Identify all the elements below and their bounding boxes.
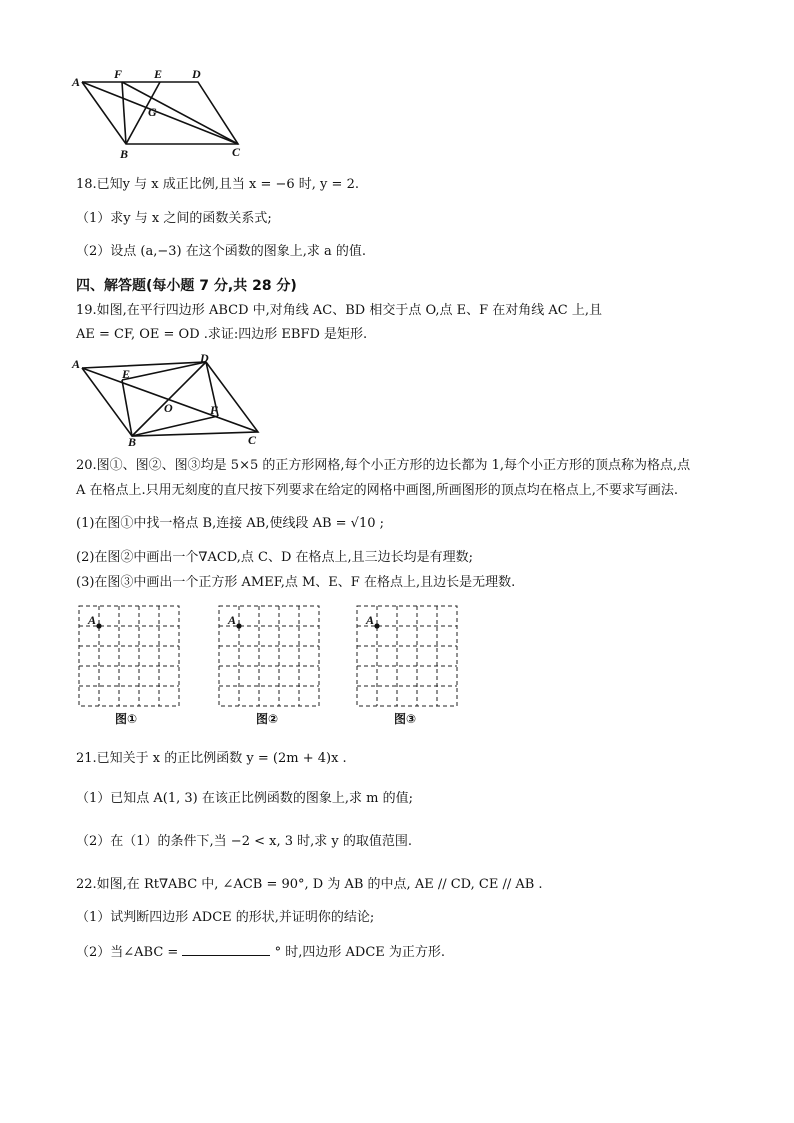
label-E: E	[122, 367, 131, 381]
q18-part2: （2）设点 (a,−3) 在这个函数的图象上,求 a 的值.	[76, 244, 367, 259]
q20-text: 20.图①、图②、图③均是 5×5 的正方形网格,每个小正方形的边长都为 1,每个小正方形的顶点称为格点,点	[76, 458, 691, 473]
q22-part2	[76, 943, 445, 962]
caption-figure-3: 图③	[394, 712, 417, 726]
q20-part1: (1)在图①中找一格点 B,连接 AB,使线段 AB = √10 ;	[76, 516, 385, 531]
q21-part1: （1）已知点 A(1, 3) 在该正比例函数的图象上,求 m 的值;	[76, 791, 413, 806]
figure-parallelogram-q17	[70, 66, 250, 166]
label-B: B	[120, 147, 129, 161]
label-F: F	[114, 67, 123, 81]
q20-part2: (2)在图②中画出一个∇ACD,点 C、D 在格点上,且三边长均是有理数;	[76, 550, 474, 565]
label-B: B	[128, 435, 137, 448]
q21-text: 21.已知关于 x 的正比例函数 y = (2m + 4)x .	[76, 751, 347, 766]
grid-point-A: A	[88, 613, 97, 627]
q20-part3: (3)在图③中画出一个正方形 AMEF,点 M、E、F 在格点上,且边长是无理数.	[76, 575, 516, 590]
q19-text-cont: AE = CF, OE = OD .求证:四边形 EBFD 是矩形.	[76, 327, 368, 342]
label-E: E	[154, 67, 163, 81]
label-A: A	[72, 357, 81, 371]
section-4-heading: 四、解答题(每小题 7 分,共 28 分)	[76, 278, 297, 294]
grid-point-A: A	[228, 613, 237, 627]
q19-text: 19.如图,在平行四边形 ABCD 中,对角线 AC、BD 相交于点 O,点 E、F 在对角线 AC 上,且	[76, 303, 602, 318]
q18-part1: （1）求y 与 x 之间的函数关系式;	[76, 211, 272, 226]
label-O: O	[164, 401, 173, 415]
answer-blank[interactable]	[182, 943, 270, 956]
label-G: G	[148, 105, 157, 119]
q18-text: 18.已知y 与 x 成正比例,且当 x = −6 时, y = 2.	[76, 177, 359, 192]
label-A: A	[72, 75, 81, 89]
label-D: D	[200, 352, 209, 365]
caption-figure-1: 图①	[115, 712, 138, 726]
q22-part2-suffix: ° 时,四边形 ADCE 为正方形.	[274, 945, 446, 960]
q22-text: 22.如图,在 Rt∇ABC 中, ∠ACB = 90°, D 为 AB 的中点, AE // CD, CE // AB .	[76, 877, 543, 892]
label-D: D	[192, 67, 201, 81]
q20-text-cont: A 在格点上.只用无刻度的直尺按下列要求在给定的网格中画图,所画图形的顶点均在格点上,不要求写画法.	[76, 483, 679, 498]
label-C: C	[248, 433, 257, 447]
q22-part1: （1）试判断四边形 ADCE 的形状,并证明你的结论;	[76, 910, 375, 925]
caption-figure-2: 图②	[256, 712, 279, 726]
q21-part2: （2）在（1）的条件下,当 −2 < x, 3 时,求 y 的取值范围.	[76, 834, 413, 849]
figure-parallelogram-q19	[70, 352, 270, 448]
label-F: F	[210, 403, 219, 417]
q22-part2-prefix: （2）当∠ABC =	[76, 945, 179, 960]
label-C: C	[232, 145, 241, 159]
grid-point-A: A	[366, 613, 375, 627]
